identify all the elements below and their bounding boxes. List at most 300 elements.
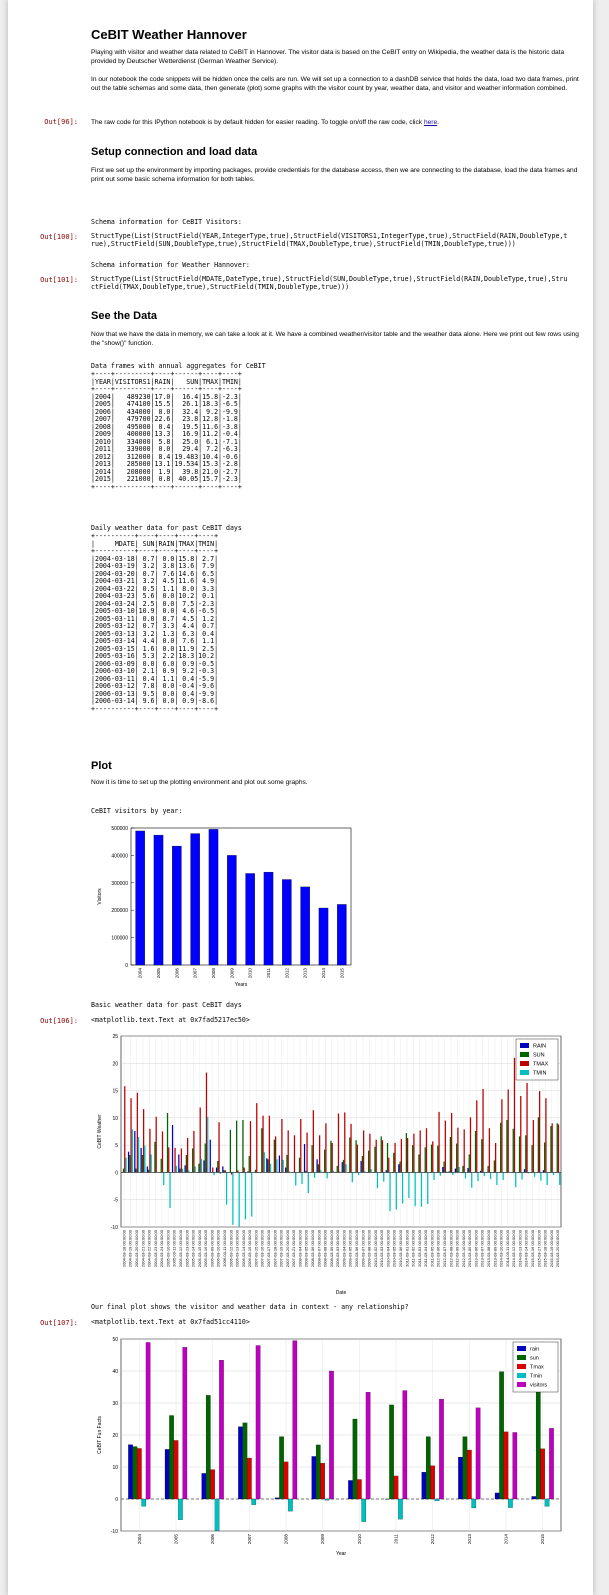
annual-table-row: |2010| 334000| 5.8| 25.0| 6.1|-7.1| bbox=[91, 437, 242, 446]
x-tick-label: 2015-03-19 00:00:00 bbox=[548, 1230, 554, 1268]
daily-table-row: |2006-03-14| 9.6| 0.0| 0.9|-8.6| bbox=[91, 697, 219, 705]
bar-tmax-2010-03-03 bbox=[382, 1140, 383, 1172]
bar-sun-2011 bbox=[389, 1405, 393, 1499]
y-tick-label: 50 bbox=[112, 1337, 118, 1343]
bar-sun-2013 bbox=[463, 1437, 467, 1499]
bar-rain-2015 bbox=[532, 1496, 536, 1499]
y-axis-label: CeBIT Weather bbox=[97, 1114, 103, 1149]
x-tick-label: 2015-03-17 00:00:00 bbox=[536, 1230, 542, 1268]
bar-tmin-2008-03-05 bbox=[308, 1172, 309, 1193]
schema-weather-output: StructType(List(StructField(MDATE,DateType,true),StructField(SUN,DoubleType,true),StructField(RAIN,DoubleType,true),StructField(TMAX,DoubleType,true),StructField(TMIN,DoubleType,true))) bbox=[91, 275, 568, 291]
bar-tmax-2004-03-23 bbox=[156, 1117, 157, 1173]
bar-visitors-2006 bbox=[219, 1360, 223, 1499]
x-tick-label: 2013-03-08 00:00:00 bbox=[486, 1230, 492, 1268]
daily-table-row: |2005-03-14| 4.4| 0.0| 7.6| 1.1| bbox=[91, 637, 219, 645]
x-tick-label: 2007 bbox=[246, 1534, 252, 1545]
bar-2009 bbox=[227, 855, 236, 965]
bar-rain-2007 bbox=[238, 1427, 242, 1499]
bar-tmax-2011-03-01 bbox=[407, 1138, 408, 1172]
daily-table-row: |2004-03-20| 0.7| 7.6|14.6| 6.5| bbox=[91, 569, 219, 578]
plot-area bbox=[131, 828, 351, 965]
bar-tmax-2006-03-15 bbox=[250, 1121, 251, 1172]
bar-tmin-2014-03-13 bbox=[521, 1172, 522, 1179]
bar-tmax-2005-03-10 bbox=[168, 1147, 169, 1172]
bar-sun-2009-03-03 bbox=[337, 1166, 338, 1173]
x-tick-label: 2009-03-06 00:00:00 bbox=[354, 1230, 360, 1268]
bar-sun-2014-03-13 bbox=[519, 1136, 520, 1172]
see-data-heading: See the Data bbox=[91, 310, 158, 322]
bar-tmin-2008-03-07 bbox=[320, 1170, 321, 1172]
output-prompt-101: Out[101]: bbox=[40, 276, 78, 284]
bar-tmax-2014-03-13 bbox=[520, 1096, 521, 1172]
plot-text: Now it is time to set up the plotting environment and plot out some graphs. bbox=[91, 779, 308, 786]
bar-visitors-2004 bbox=[146, 1342, 150, 1499]
bar-tmin-2011-03-01 bbox=[408, 1172, 409, 1198]
bar-sun-2009-03-05 bbox=[349, 1138, 350, 1173]
table-border: +----------+----+----+----+----+ bbox=[91, 547, 219, 555]
bar-sun-2006-03-12 bbox=[230, 1130, 231, 1173]
x-tick-label: 2009 bbox=[229, 968, 235, 979]
bar-tmin-2004-03-20 bbox=[138, 1137, 139, 1172]
x-tick-label: 2011 bbox=[393, 1534, 399, 1544]
y-tick-label: 0 bbox=[125, 963, 128, 969]
legend-label: RAIN bbox=[533, 1043, 547, 1050]
x-tick-label: 2004-03-20 00:00:00 bbox=[134, 1230, 140, 1268]
bar-rain-2010-03-04 bbox=[386, 1170, 387, 1172]
bar-sun-2011-03-04 bbox=[425, 1147, 426, 1172]
legend-swatch-rain bbox=[520, 1043, 529, 1048]
x-tick-label: 2006-03-14 00:00:00 bbox=[240, 1230, 246, 1268]
bar-rain-2006-03-09 bbox=[210, 1140, 211, 1173]
x-tick-label: 2004-03-18 00:00:00 bbox=[121, 1230, 127, 1268]
bar-sun-2004-03-22 bbox=[148, 1170, 149, 1173]
annual-table-row: |2007| 479700|22.6| 23.8|12.8|-1.8| bbox=[91, 415, 242, 423]
bar-tmax-2015-03-19 bbox=[552, 1123, 553, 1172]
bar-rain-2007-03-17 bbox=[266, 1158, 267, 1172]
x-tick-label: 2008-03-09 00:00:00 bbox=[328, 1230, 334, 1268]
bar-tmin-2013-03-08 bbox=[490, 1172, 491, 1179]
daily-table-row: |2005-03-15| 1.6| 0.0|11.9| 2.5| bbox=[91, 644, 219, 653]
bar-sun-2014-03-11 bbox=[506, 1120, 507, 1172]
bar-tmin-2006-03-11 bbox=[226, 1172, 227, 1204]
x-tick-label: 2010-03-05 00:00:00 bbox=[391, 1230, 397, 1268]
bar-tmin-2007 bbox=[252, 1499, 256, 1505]
x-tick-label: 2014-03-12 00:00:00 bbox=[511, 1230, 517, 1268]
bar-sun-2009 bbox=[316, 1445, 320, 1499]
x-tick-label: 2008 bbox=[211, 968, 216, 979]
x-tick-label: 2014 bbox=[321, 968, 326, 979]
bar-sun-2014-03-12 bbox=[513, 1129, 514, 1173]
output-prompt-106: Out[106]: bbox=[40, 1017, 78, 1025]
legend-swatch-sun bbox=[517, 1355, 526, 1360]
bar-sun-2014 bbox=[499, 1372, 503, 1499]
bar-tmin-2005-03-14 bbox=[195, 1166, 196, 1172]
bar-rain-2004-03-22 bbox=[147, 1166, 148, 1172]
x-tick-label: 2013 bbox=[302, 968, 308, 979]
bar-rain-2004-03-21 bbox=[140, 1148, 141, 1173]
bar-tmin-2004-03-19 bbox=[132, 1129, 133, 1172]
x-tick-label: 2004-03-24 00:00:00 bbox=[159, 1230, 165, 1268]
bar-tmin-2006 bbox=[215, 1499, 219, 1531]
legend-swatch-tmin bbox=[520, 1070, 529, 1075]
bar-tmin-2008-03-08 bbox=[327, 1172, 328, 1178]
bar-tmin-2015-03-18 bbox=[547, 1172, 548, 1185]
intro-paragraph-1: Playing with visitor and weather data related to CeBIT in Hannover. The visitor data is based on the CeBIT entry on Wikipedia, the weather data is the historic data provided by Deutscher Wetterdienst (German Weather Service). bbox=[91, 49, 565, 65]
bar-sun-2005 bbox=[169, 1415, 173, 1499]
daily-table-row: |2006-03-09| 0.0| 6.0| 0.9|-0.5| bbox=[91, 659, 219, 668]
bar-tmax-2007-03-15 bbox=[256, 1103, 257, 1172]
x-tick-label: 2009-03-03 00:00:00 bbox=[335, 1230, 341, 1268]
daily-table-row: |2005-03-13| 3.2| 1.3| 6.3| 0.4| bbox=[91, 629, 219, 638]
bar-sun-2005-03-14 bbox=[192, 1148, 193, 1172]
bar-tmax-2009-03-07 bbox=[363, 1130, 364, 1172]
bar-2008 bbox=[209, 829, 218, 965]
bar-sun-2010-03-03 bbox=[381, 1136, 382, 1172]
bar-tmax-2010-03-05 bbox=[394, 1143, 395, 1172]
output-prompt-107: Out[107]: bbox=[40, 1319, 78, 1327]
bar-rain-2008 bbox=[275, 1498, 279, 1499]
x-tick-label: 2013-03-05 00:00:00 bbox=[467, 1230, 473, 1268]
bar-2010 bbox=[246, 873, 255, 965]
bar-rain-2013-03-05 bbox=[467, 1168, 468, 1172]
bar-tmin-2005-03-12 bbox=[182, 1169, 183, 1173]
bar-tmin-2009-03-05 bbox=[352, 1172, 353, 1182]
x-tick-label: 2011 bbox=[266, 968, 271, 978]
x-tick-label: 2006 bbox=[174, 968, 180, 979]
bar-tmax-2011-03-04 bbox=[426, 1128, 427, 1172]
visitors-chart-label: CeBIT visitors by year: bbox=[91, 807, 183, 815]
bar-tmin-2010-03-03 bbox=[383, 1172, 384, 1181]
x-tick-label: 2011-03-03 00:00:00 bbox=[416, 1230, 422, 1267]
bar-sun-2013-03-08 bbox=[487, 1166, 488, 1173]
setup-text: First we set up the environment by importing packages, provide credentials for the database access, then we are connecting to the database, load the data frames and print out some basic schema information for both tables. bbox=[91, 167, 578, 183]
legend-label: TMAX bbox=[533, 1061, 549, 1068]
bar-rain-2012-03-07 bbox=[442, 1167, 443, 1172]
bar-tmin-2006-03-15 bbox=[251, 1172, 252, 1216]
y-tick-label: -5 bbox=[113, 1197, 118, 1204]
x-tick-label: 2014-03-14 00:00:00 bbox=[523, 1230, 529, 1268]
bar-tmin-2007-03-17 bbox=[270, 1164, 271, 1173]
bar-tmax-2006 bbox=[210, 1470, 214, 1499]
bar-sun-2012 bbox=[426, 1437, 430, 1499]
bar-tmax-2014-03-12 bbox=[514, 1058, 515, 1173]
bar-sun-2009-03-08 bbox=[368, 1151, 369, 1173]
y-tick-label: 5 bbox=[115, 1143, 118, 1150]
bar-tmax-2009-03-08 bbox=[369, 1134, 370, 1173]
daily-table-row: |2004-03-22| 0.5| 1.1| 8.0| 3.3| bbox=[91, 584, 219, 593]
bar-tmax-2013-03-08 bbox=[489, 1128, 490, 1172]
x-tick-label: 2007 bbox=[192, 968, 198, 979]
x-tick-label: 2004-03-23 00:00:00 bbox=[152, 1230, 158, 1268]
bar-rain-2005-03-13 bbox=[184, 1165, 185, 1172]
bar-2014 bbox=[319, 908, 328, 965]
y-tick-label: 200000 bbox=[111, 908, 128, 915]
bar-tmax-2009-03-06 bbox=[357, 1145, 358, 1173]
bar-sun-2015-03-17 bbox=[538, 1117, 539, 1172]
x-tick-label: 2010-03-04 00:00:00 bbox=[385, 1230, 391, 1268]
x-tick-label: 2010-03-06 00:00:00 bbox=[398, 1230, 404, 1268]
y-axis-label: Visitors bbox=[97, 888, 103, 905]
bar-tmax-2008 bbox=[284, 1462, 288, 1499]
x-tick-label: 2009-03-04 00:00:00 bbox=[341, 1230, 347, 1268]
bar-tmax-2014-03-14 bbox=[526, 1083, 527, 1172]
table-border: +----+---------+----+------+----+----+ bbox=[91, 385, 242, 393]
visitors-by-year-chart bbox=[91, 818, 361, 988]
bar-tmin-2013-03-09 bbox=[496, 1172, 497, 1185]
annual-table-row: |2004| 489230|17.0| 16.4|15.8|-2.3| bbox=[91, 392, 242, 401]
bar-visitors-2008 bbox=[293, 1341, 297, 1499]
bar-tmin-2007-03-21 bbox=[295, 1172, 296, 1185]
bar-tmax-2012-03-06 bbox=[438, 1112, 439, 1173]
table-header: |YEAR|VISITORS1|RAIN| SUN|TMAX|TMIN| bbox=[91, 377, 242, 386]
x-tick-label: 2007-03-18 00:00:00 bbox=[272, 1230, 278, 1268]
bar-tmax-2004-03-19 bbox=[130, 1098, 131, 1172]
x-tick-label: 2014 bbox=[503, 1534, 509, 1545]
bar-tmax-2012-03-10 bbox=[464, 1129, 465, 1172]
x-tick-label: 2015-03-18 00:00:00 bbox=[542, 1230, 548, 1268]
x-tick-label: 2006-03-12 00:00:00 bbox=[228, 1230, 234, 1268]
bar-sun-2004-03-23 bbox=[154, 1142, 155, 1173]
bar-tmin-2012-03-09 bbox=[459, 1167, 460, 1172]
bar-sun-2006-03-10 bbox=[217, 1161, 218, 1172]
legend-label: visitors bbox=[530, 1382, 548, 1389]
toggle-code-link[interactable]: here bbox=[423, 119, 438, 126]
bar-tmax-2007-03-19 bbox=[281, 1119, 282, 1172]
x-tick-label: 2006 bbox=[210, 1534, 216, 1545]
bar-sun-2010-03-05 bbox=[393, 1153, 394, 1173]
x-tick-label: 2006-03-15 00:00:00 bbox=[247, 1230, 253, 1268]
bar-sun-2005-03-10 bbox=[167, 1113, 168, 1172]
bar-tmin-2011-03-05 bbox=[433, 1172, 434, 1180]
bar-tmax-2014-03-10 bbox=[501, 1099, 502, 1172]
bar-sun-2005-03-15 bbox=[198, 1164, 199, 1173]
y-tick-label: 0 bbox=[115, 1497, 118, 1503]
x-tick-label: 2007-03-20 00:00:00 bbox=[284, 1230, 290, 1268]
table-header: | MDATE| SUN|RAIN|TMAX|TMIN| bbox=[91, 539, 219, 548]
page-title: CeBIT Weather Hannover bbox=[91, 27, 247, 42]
bar-sun-2010-03-04 bbox=[387, 1143, 388, 1172]
annual-table-row: |2014| 208000| 1.9| 39.8|21.0|-2.7| bbox=[91, 467, 242, 476]
y-tick-label: 0 bbox=[115, 1170, 118, 1177]
bar-sun-2004 bbox=[133, 1447, 137, 1499]
bar-visitors-2014 bbox=[513, 1432, 517, 1499]
bar-tmax-2014-03-11 bbox=[508, 1089, 509, 1172]
annual-table-label: Data frames with annual aggregates for CeBIT bbox=[91, 362, 266, 370]
legend-swatch-rain bbox=[517, 1346, 526, 1351]
bar-tmax-2009-03-03 bbox=[338, 1113, 339, 1172]
final-plot-label: Our final plot shows the visitor and weather data in context - any relationship? bbox=[91, 1303, 409, 1311]
annual-table-row: |2009| 400000|13.3| 16.9|11.2|-0.4| bbox=[91, 430, 242, 438]
x-tick-label: 2015 bbox=[540, 1534, 546, 1545]
bar-tmax-2005-03-14 bbox=[193, 1131, 194, 1172]
bar-rain-2008-03-07 bbox=[316, 1159, 317, 1172]
x-tick-label: 2007-03-19 00:00:00 bbox=[278, 1230, 284, 1268]
x-tick-label: 2009-03-08 00:00:00 bbox=[366, 1230, 372, 1268]
x-tick-label: 2014-03-10 00:00:00 bbox=[498, 1230, 504, 1268]
bar-tmin-2005-03-15 bbox=[201, 1159, 202, 1173]
setup-heading: Setup connection and load data bbox=[91, 146, 258, 158]
bar-visitors-2005 bbox=[183, 1347, 187, 1499]
x-tick-label: 2007-03-17 00:00:00 bbox=[266, 1230, 272, 1268]
bar-tmax-2005 bbox=[174, 1440, 178, 1499]
bar-sun-2007-03-17 bbox=[267, 1159, 268, 1172]
bar-sun-2015-03-16 bbox=[531, 1145, 532, 1172]
y-tick-label: 20 bbox=[112, 1061, 118, 1068]
bar-tmax-2008-03-04 bbox=[300, 1119, 301, 1172]
bar-tmax-2007-03-17 bbox=[269, 1116, 270, 1173]
x-tick-label: 2013-03-07 00:00:00 bbox=[479, 1230, 485, 1268]
y-tick-label: 25 bbox=[112, 1034, 118, 1040]
output-prompt-100: Out[100]: bbox=[40, 233, 78, 241]
legend-swatch-tmax bbox=[520, 1061, 529, 1066]
y-tick-label: -10 bbox=[110, 1225, 118, 1231]
bar-rain-2005-03-11 bbox=[172, 1125, 173, 1172]
annual-table-row: |2012| 312000| 8.4|19.483|10.4|-0.6| bbox=[91, 452, 242, 461]
bar-tmax-2013-03-07 bbox=[482, 1089, 483, 1172]
bar-rain-2005-03-16 bbox=[203, 1160, 204, 1172]
x-tick-label: 2006-03-11 00:00:00 bbox=[222, 1230, 228, 1267]
bar-2012 bbox=[282, 880, 291, 965]
legend-label: sun bbox=[530, 1355, 539, 1362]
bar-sun-2010-03-02 bbox=[374, 1147, 375, 1173]
bar-tmax-2012-03-08 bbox=[451, 1113, 452, 1172]
x-tick-label: 2011-03-01 00:00:00 bbox=[404, 1230, 410, 1267]
bar-rain-2007-03-19 bbox=[279, 1156, 280, 1173]
bar-tmin-2004-03-24 bbox=[163, 1172, 164, 1185]
bar-tmax-2012 bbox=[430, 1466, 434, 1499]
bar-tmin-2011-03-02 bbox=[415, 1172, 416, 1206]
daily-table-row: |2005-03-10|10.9| 0.0| 4.6|-6.5| bbox=[91, 607, 219, 615]
table-border: +----------+----+----+----+----+ bbox=[91, 704, 219, 713]
notebook-page bbox=[8, 0, 593, 1595]
table-border: +----+---------+----+------+----+----+ bbox=[91, 482, 242, 491]
plot-heading: Plot bbox=[91, 760, 112, 772]
x-tick-label: 2004-03-22 00:00:00 bbox=[146, 1230, 152, 1268]
bar-sun-2004-03-24 bbox=[161, 1159, 162, 1173]
x-tick-label: 2011-03-02 00:00:00 bbox=[410, 1230, 416, 1267]
bar-visitors-2011 bbox=[403, 1391, 407, 1499]
bar-tmax-2008-03-07 bbox=[319, 1135, 320, 1172]
x-tick-label: 2012 bbox=[430, 1534, 436, 1545]
bar-tmax-2015-03-16 bbox=[533, 1120, 534, 1172]
y-tick-label: 500000 bbox=[111, 826, 128, 832]
x-tick-label: 2008-03-07 00:00:00 bbox=[316, 1230, 322, 1268]
bar-sun-2008-03-04 bbox=[299, 1158, 300, 1173]
bar-rain-2010 bbox=[348, 1480, 352, 1499]
bar-tmin-2007-03-19 bbox=[283, 1160, 284, 1173]
bar-tmax-2004-03-18 bbox=[124, 1086, 125, 1172]
daily-table-row: |2004-03-21| 3.2| 4.5|11.6| 4.9| bbox=[91, 577, 219, 585]
bar-2006 bbox=[172, 846, 181, 965]
x-tick-label: 2005 bbox=[156, 968, 161, 979]
y-tick-label: 40 bbox=[112, 1369, 118, 1375]
bar-tmax-2005-03-15 bbox=[200, 1107, 201, 1172]
daily-table-row: |2004-03-23| 5.6| 0.0|10.2| 0.1| bbox=[91, 592, 219, 600]
bar-tmax-2013-03-05 bbox=[470, 1117, 471, 1172]
x-tick-label: 2005-03-14 00:00:00 bbox=[190, 1230, 196, 1268]
bar-sun-2012-03-09 bbox=[456, 1144, 457, 1173]
bar-sun-2012-03-10 bbox=[462, 1166, 463, 1173]
bar-sun-2007-03-18 bbox=[274, 1140, 275, 1173]
bar-sun-2007-03-16 bbox=[261, 1128, 262, 1172]
legend-swatch-tmin bbox=[517, 1373, 526, 1378]
bar-tmin-2006-03-14 bbox=[245, 1172, 246, 1219]
bar-tmax-2012-03-07 bbox=[445, 1121, 446, 1173]
y-tick-label: 100000 bbox=[111, 935, 128, 942]
x-tick-label: 2010 bbox=[356, 1534, 362, 1545]
bar-tmin-2005-03-13 bbox=[188, 1170, 189, 1172]
bar-tmin-2014-03-12 bbox=[515, 1172, 516, 1187]
bar-tmax-2011 bbox=[394, 1476, 398, 1499]
bar-visitors-2007 bbox=[256, 1345, 260, 1499]
x-tick-label: 2004 bbox=[137, 968, 143, 979]
bar-rain-2013 bbox=[458, 1457, 462, 1499]
bar-tmin-2006-03-13 bbox=[239, 1172, 240, 1226]
bar-tmin-2009-03-06 bbox=[358, 1172, 359, 1175]
x-tick-label: 2008-03-04 00:00:00 bbox=[297, 1230, 303, 1268]
bar-tmax-2006-03-09 bbox=[212, 1168, 213, 1173]
bar-tmin-2004-03-18 bbox=[125, 1158, 126, 1173]
x-tick-label: 2010 bbox=[247, 968, 253, 979]
bar-tmax-2005-03-13 bbox=[187, 1138, 188, 1172]
bar-tmin-2004 bbox=[142, 1499, 146, 1506]
annual-table-row: |2005| 474100|15.5| 26.1|18.3|-6.5| bbox=[91, 400, 242, 408]
bar-tmax-2004-03-24 bbox=[162, 1132, 163, 1173]
bar-rain-2009-03-07 bbox=[360, 1161, 361, 1172]
bar-tmin-2005-03-16 bbox=[207, 1117, 208, 1173]
bar-tmax-2004-03-21 bbox=[143, 1109, 144, 1172]
bar-tmin-2010 bbox=[362, 1499, 366, 1522]
bar-rain-2006-03-11 bbox=[222, 1166, 223, 1172]
bar-rain-2004 bbox=[128, 1445, 132, 1499]
bar-2004 bbox=[136, 831, 145, 965]
x-tick-label: 2010-03-02 00:00:00 bbox=[372, 1230, 378, 1268]
x-tick-label: 2014-03-11 00:00:00 bbox=[504, 1230, 510, 1267]
bar-sun-2014-03-10 bbox=[500, 1123, 501, 1173]
bar-visitors-2009 bbox=[329, 1371, 333, 1499]
bar-tmax-2004 bbox=[137, 1448, 141, 1499]
x-tick-label: 2012-03-08 00:00:00 bbox=[448, 1230, 454, 1268]
bar-rain-2005-03-12 bbox=[178, 1154, 179, 1172]
bar-rain-2007-03-20 bbox=[285, 1168, 286, 1173]
bar-tmax-2006-03-11 bbox=[225, 1170, 226, 1172]
bar-sun-2004-03-19 bbox=[129, 1155, 130, 1172]
bar-rain-2012-03-09 bbox=[455, 1169, 456, 1173]
bar-tmax-2010-03-02 bbox=[376, 1140, 377, 1173]
bar-2005 bbox=[154, 835, 163, 965]
bar-sun-2011-03-01 bbox=[406, 1133, 407, 1172]
output-106-text: <matplotlib.text.Text at 0x7fad5217ec50> bbox=[91, 1016, 250, 1024]
legend-swatch-visitors bbox=[517, 1382, 526, 1387]
bar-tmax-2009-03-05 bbox=[350, 1124, 351, 1173]
bar-sun-2010-03-06 bbox=[399, 1162, 400, 1173]
bar-tmax-2013 bbox=[467, 1450, 471, 1499]
daily-table-row: |2005-03-16| 5.3| 2.2|18.3|10.2| bbox=[91, 652, 219, 660]
y-tick-label: 15 bbox=[112, 1088, 118, 1095]
intro-paragraph-2: In our notebook the code snippets will be hidden once the cells are run. We will set up a connection to a dashDB service that holds the data, load two data frames, print out the table schemas and some data, then generate (plot) some graphs with the visitor count by year, weather data, and visitor and weather information combined. bbox=[91, 76, 579, 92]
annual-table-row: |2015| 221000| 0.8| 40.05|15.7|-2.3| bbox=[91, 475, 242, 483]
legend-swatch-sun bbox=[520, 1052, 529, 1057]
legend-label: SUN bbox=[533, 1052, 545, 1059]
daily-table-row: |2005-03-12| 0.7| 3.3| 4.4| 0.7| bbox=[91, 622, 219, 630]
annual-table-row: |2011| 339000| 0.0| 29.4| 7.2|-6.3| bbox=[91, 445, 242, 453]
y-tick-label: 400000 bbox=[111, 853, 128, 860]
bar-rain-2004-03-19 bbox=[128, 1152, 129, 1173]
bar-tmin-2012-03-08 bbox=[452, 1172, 453, 1175]
see-data-text: Now that we have the data in memory, we can take a look at it. We have a combined weather/visitor table and the weather data alone. Here we print out few rows using the "show()" function. bbox=[91, 331, 579, 347]
bar-tmax-2007 bbox=[247, 1458, 251, 1499]
y-tick-label: 30 bbox=[112, 1401, 118, 1407]
